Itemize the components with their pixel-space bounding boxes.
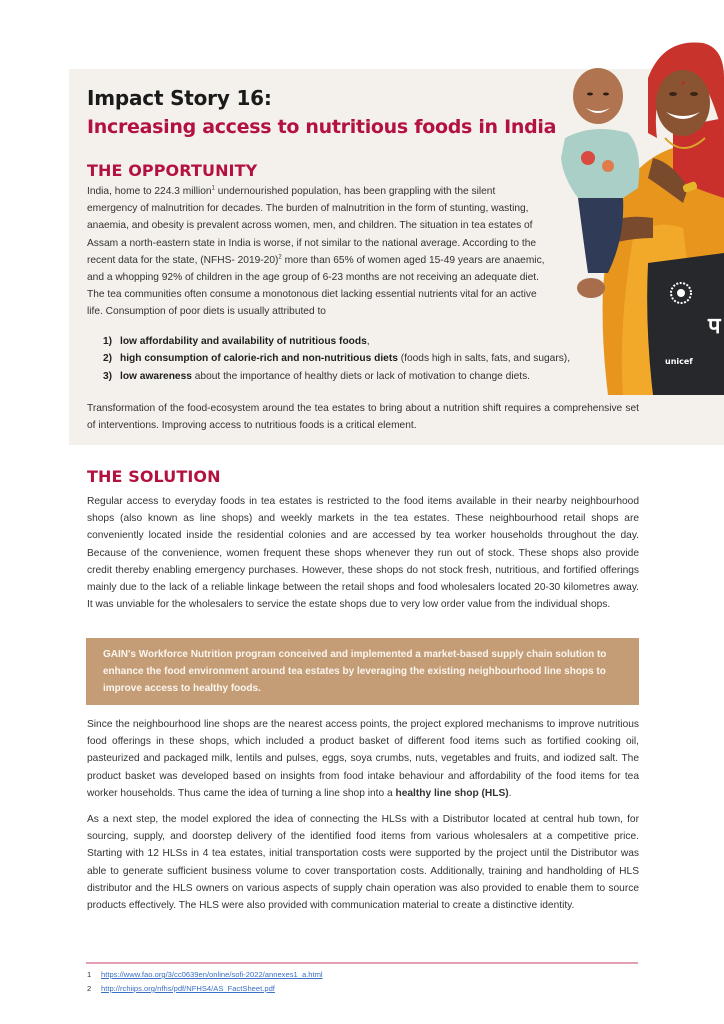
footnote-ref-2[interactable]: 2 <box>278 254 282 261</box>
unicef-logo-text: unicef <box>665 357 693 366</box>
transformation-paragraph: Transformation of the food-ecosystem around the tea estates to bring about a nutrition shift requires a comprehensive set of interventions. Improving access to nutritious foods is a critical element. <box>87 403 639 432</box>
footnote-link-2[interactable]: http://rchiips.org/nfhs/pdf/NFHS4/AS_FactSheet.pdf <box>101 984 275 993</box>
program-callout: GAIN's Workforce Nutrition program conceived and implemented a market-based supply chain solution to enhance the food environment around tea estates by leveraging the existing neighbourhood line shops to improve access to healthy foods. <box>86 638 639 705</box>
causes-list <box>103 333 603 385</box>
footnote-link-1[interactable]: https://www.fao.org/3/cc0639en/online/sofi-2022/annexes1_a.html <box>101 970 323 979</box>
hls-term: healthy line shop (HLS) <box>395 787 509 799</box>
story-title: Impact Story 16: <box>87 86 272 110</box>
list-item: 1) low affordability and availability of nutritious foods, <box>103 336 370 347</box>
footnotes <box>87 968 323 996</box>
opportunity-paragraph: India, home to 224.3 million$^1$ undernourished population, has been grappling with the silent emergency of malnutrition for decades. The burden of malnutrition in the form of stunting, wasting, anaemia, and obesity is prevalent across women, men, and children. The situation in tea estates of Assam a north-eastern state in India is worse, if not similar to the national average. According to the recent data for the state, (NFHS- 2019-20)$^2$ more than 65% of women aged 15-49 years are anaemic, and a whopping 92% of children in the age group of 6-23 months are not receiving an adequate diet. The tea communities often consume a monotonous diet lacking essential nutrients vital for an active life. Consumption of poor diets is usually attributed to <box>87 185 545 318</box>
svg-text:प: प <box>708 314 721 339</box>
list-item: 3) low awareness about the importance of healthy diets or lack of motivation to change diets. <box>103 370 531 382</box>
footnote-1: 1 https://www.fao.org/3/cc0639en/online/sofi-2022/annexes1_a.html <box>87 970 323 979</box>
story-subtitle: Increasing access to nutritious foods in India <box>87 116 557 138</box>
solution-paragraph-3: As a next step, the model explored the idea of connecting the HLSs with a Distributor located at central hub town, for sourcing, supply, and doorstep delivery of the identified food items from various wholesalers at a competitive price. Starting with 12 HLSs in 4 tea estates, initial transportation costs were supported by the project until the Distributor was able to generate sufficient business volume to cover transportation costs. Additionally, training and handholding of HLS distributor and the HLS owners on various aspects of supply chain operation was also provided to enable them to source products effectively. The HLS were also provided with communication material to create a distinctive identity. <box>87 814 639 912</box>
footnote-2: 2 http://rchiips.org/nfhs/pdf/NFHS4/AS_FactSheet.pdf <box>87 984 275 993</box>
solution-paragraph-2: Since the neighbourhood line shops are the nearest access points, the project explored mechanisms to improve nutritious food offerings in these shops, which included a product basket of different food items such as fortified cooking oil, pasteurized and packaged milk, lentils and pulses, eggs, soya crumbs, nuts, vegetables and fruits, and iodized salt. The product basket was developed based on insights from food intake behaviour and affordability of the food items for tea worker households. Thus came the idea of turning a line shop into a healthy line shop (HLS). <box>87 719 639 799</box>
footnote-ref-1[interactable]: 1 <box>211 185 215 192</box>
footnote-divider <box>86 962 638 964</box>
opportunity-heading: THE OPPORTUNITY <box>87 161 258 180</box>
list-item: 2) high consumption of calorie-rich and non-nutritious diets (foods high in salts, fats, and sugars), <box>103 353 571 365</box>
solution-paragraph-1: Regular access to everyday foods in tea estates is restricted to the food items available in their nearby neighbourhood shops (also known as line shops) and weekly markets in the tea estates. These neighbourhood retail shops are conveniently located inside the residential colonies and are accessed by tea worker households throughout the day. Because of the convenience, women frequent these shops whenever they run out of stock. These shops also provide credit thereby enabling emergency purchases. However, these shops do not stock fresh, nutritious, and fortified offerings mainly due to the lack of a reliable linkage between the retail shops and food wholesalers located 20-30 kilometres away. It was unviable for the wholesalers to service the estate shops due to very low order value from the individual shops. <box>87 496 639 611</box>
solution-heading: THE SOLUTION <box>87 467 221 486</box>
